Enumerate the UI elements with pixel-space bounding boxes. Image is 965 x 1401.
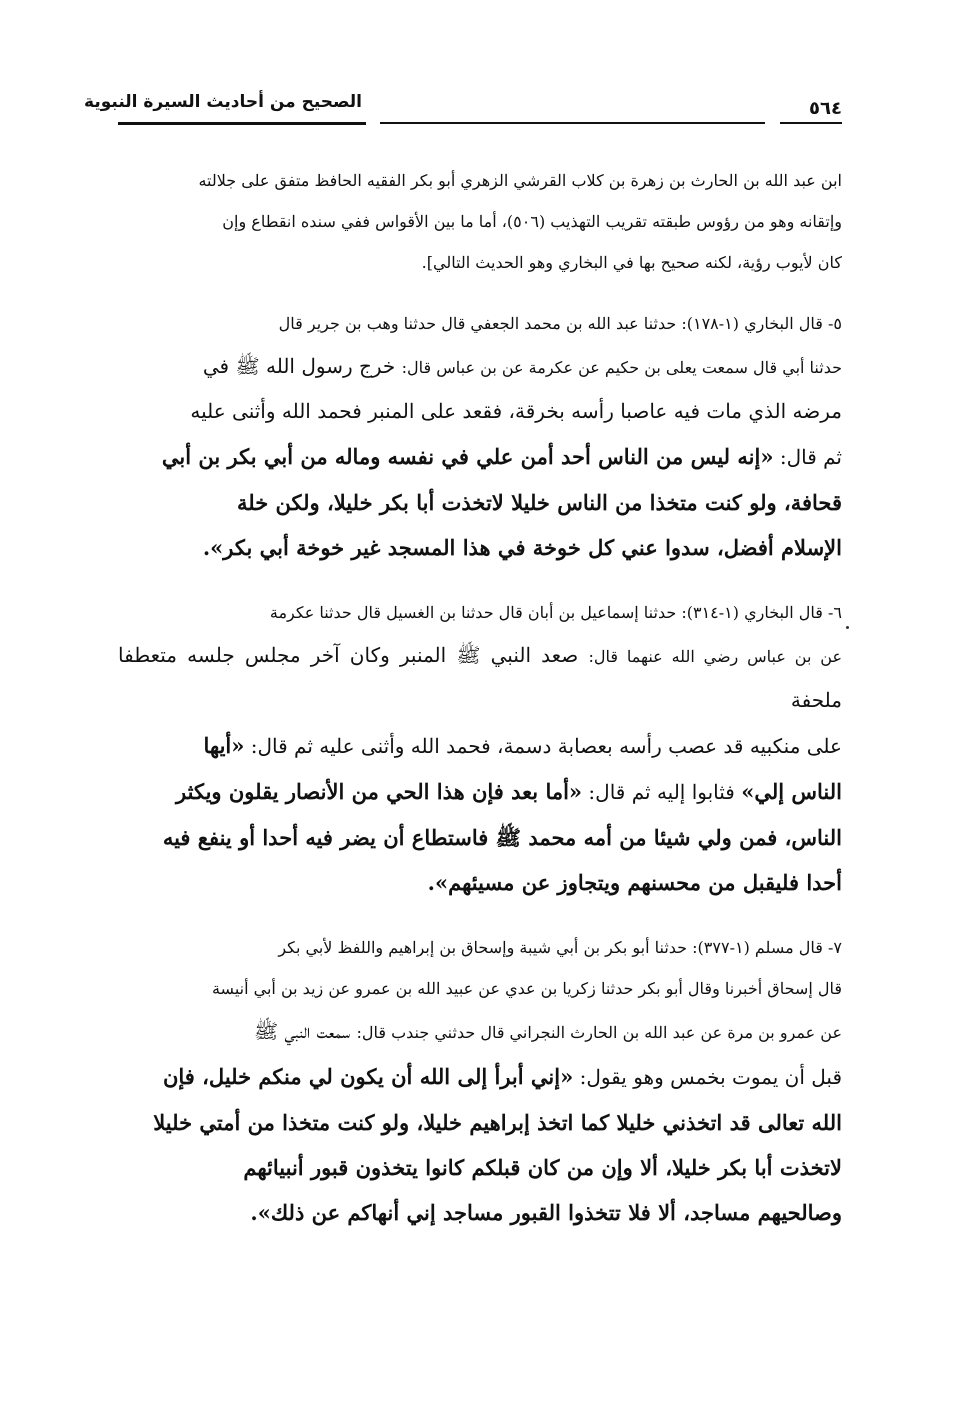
book-title: الصحيح من أحاديث السيرة النبوية [84, 92, 362, 112]
matn-text: خرج رسول الله ﷺ في [202, 354, 396, 378]
hadith-quote: الناس إلي» [741, 779, 842, 804]
matn-text: ثم قال: [779, 445, 842, 469]
text-line: كان لأيوب رؤية، لكنه صحيح بها في البخاري وهو الحديث التالي]. [421, 253, 842, 272]
isnad-text: حدثنا أبي قال سمعت يعلى بن حكيم عن عكرمة عن بن عباس قال: [401, 358, 842, 377]
matn-line: مرضه الذي مات فيه عاصبا رأسه بخرقة، فقعد على المنبر فحمد الله وأثنى عليه [190, 399, 842, 423]
header-rule [118, 122, 366, 125]
isnad-line: ٥- قال البخاري (١-١٧٨): حدثنا عبد الله بن محمد الجعفي قال حدثنا وهب بن جرير قال [278, 314, 842, 333]
hadith-quote: «أيها [203, 733, 245, 758]
paragraph-hadith-5 [118, 303, 842, 570]
matn-text: على منكبيه قد عصب رأسه بعصابة دسمة، فحمد الله وأثنى عليه ثم قال: [250, 734, 842, 758]
isnad-line: قال إسحاق أخبرنا وقال أبو بكر حدثنا زكريا بن عدي عن عبيد الله بن عمرو عن زيد بن أبي أنيسة [211, 979, 842, 998]
hadith-quote-line: وصالحيهم مساجد، ألا فلا تتخذوا القبور مساجد إني أنهاكم عن ذلك». [250, 1200, 842, 1225]
matn-text: سمعت النبي ﷺ [253, 1019, 351, 1043]
matn-text: صعد النبي ﷺ المنبر وكان آخر مجلس جلسه متعطفا ملحفة [118, 643, 842, 712]
page-body [118, 160, 842, 1235]
paragraph-commentary [118, 160, 842, 283]
print-speck [846, 626, 849, 629]
hadith-quote-line: الله تعالى قد اتخذني خليلا كما اتخذ إبراهيم خليلا، ولو كنت متخذا من أمتي خليلا [153, 1110, 842, 1135]
hadith-quote-line: الإسلام أفضل، سدوا عني كل خوخة في هذا المسجد غير خوخة أبي بكر». [202, 535, 842, 560]
running-header [84, 92, 842, 128]
hadith-quote-line: الناس، فمن ولي شيئا من أمه محمد ﷺ فاستطاع أن يضر فيه أحدا أو ينفع فيه [162, 825, 842, 850]
isnad-text: عن بن عباس رضي الله عنهما قال: [588, 647, 843, 666]
paragraph-hadith-7 [118, 927, 842, 1235]
hadith-quote: «إني أبرأ إلى الله أن يكون لي منكم خليل، فإن [162, 1064, 574, 1089]
text-line: وإتقانه وهو من رؤوس طبقته تقريب التهذيب (٥٠٦)، أما ما بين الأقواس ففي سنده انقطاع وإن [222, 212, 842, 231]
text-line: ابن عبد الله بن الحارث بن زهرة بن كلاب القرشي الزهري أبو بكر الفقيه الحافظ متفق على جلالته [198, 171, 842, 190]
page-number: ٥٦٤ [809, 98, 842, 119]
header-rule [380, 122, 765, 124]
hadith-quote-line: لاتخذت أبا بكر خليلا، ألا وإن من كان قبلكم كانوا يتخذون قبور أنبيائهم [243, 1155, 842, 1180]
hadith-quote-line: أحدا فليقبل من محسنهم ويتجاوز عن مسيئهم». [427, 870, 842, 895]
matn-text: قبل أن يموت بخمس وهو يقول: [579, 1065, 842, 1089]
hadith-quote: «إنه ليس من الناس أحد أمن علي في نفسه وماله من أبي بكر بن أبي [161, 444, 774, 469]
hadith-quote: «أما بعد فإن هذا الحي من الأنصار يقلون ويكثر [176, 779, 583, 804]
matn-text: فثابوا إليه ثم قال: [588, 780, 735, 804]
paragraph-hadith-6 [118, 592, 842, 905]
isnad-line: ٦- قال البخاري (١-٣١٤): حدثنا إسماعيل بن أبان قال حدثنا بن الغسيل قال حدثنا عكرمة [269, 603, 842, 622]
hadith-quote-line: قحافة، ولو كنت متخذا من الناس خليلا لاتخذت أبا بكر خليلا، ولكن خلة [237, 490, 842, 515]
isnad-line: ٧- قال مسلم (١-٣٧٧): حدثنا أبو بكر بن أبي شيبة وإسحاق بن إبراهيم واللفظ لأبي بكر [278, 938, 842, 957]
isnad-text: عن عمرو بن مرة عن عبد الله بن الحارث النجراني قال حدثني جندب قال: [356, 1023, 842, 1042]
header-rule [780, 122, 842, 124]
